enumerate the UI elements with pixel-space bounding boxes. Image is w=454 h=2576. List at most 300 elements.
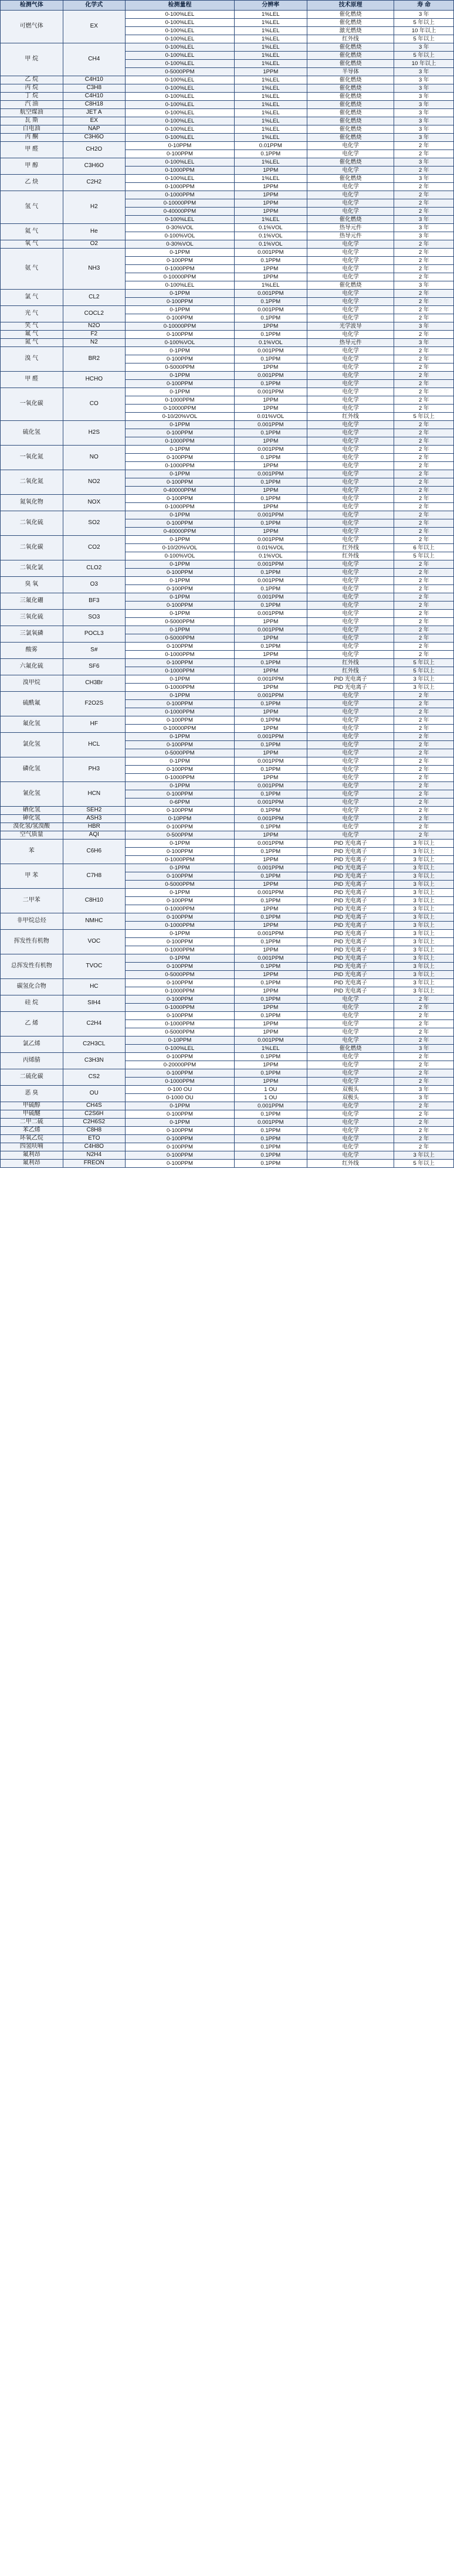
cell-resolution: 0.001PPM: [234, 511, 307, 519]
cell-resolution: 0.1PPM: [234, 495, 307, 503]
cell-lifetime: 2 年: [394, 790, 454, 798]
cell-lifetime: 2 年: [394, 298, 454, 306]
cell-technology: 电化学: [307, 733, 394, 741]
cell-resolution: 0.1PPM: [234, 823, 307, 831]
cell-range: 0-100PPM: [126, 766, 235, 774]
cell-technology: 催化燃烧: [307, 60, 394, 68]
cell-range: 0-100PPM: [126, 897, 235, 905]
cell-lifetime: 2 年: [394, 1135, 454, 1143]
cell-formula: C3H8: [63, 84, 126, 93]
cell-formula: C2H4: [63, 1012, 126, 1036]
cell-technology: 电化学: [307, 1127, 394, 1135]
cell-resolution: 0.01PPM: [234, 142, 307, 150]
cell-technology: 红外线: [307, 1160, 394, 1168]
cell-range: 0-100PPM: [126, 1053, 235, 1061]
cell-lifetime: 2 年: [394, 995, 454, 1004]
cell-gas-name: 氯化氢: [1, 733, 63, 757]
cell-resolution: 1PPM: [234, 1028, 307, 1036]
cell-gas-name: 氰化氢: [1, 782, 63, 807]
header-range: 检测量程: [126, 1, 235, 11]
cell-gas-name: 氟利昂: [1, 1151, 63, 1160]
cell-resolution: 0.1PPM: [234, 872, 307, 881]
cell-lifetime: 3 年: [394, 125, 454, 134]
table-row: [1, 142, 454, 150]
cell-lifetime: 2 年: [394, 478, 454, 487]
cell-gas-name: 乙 烷: [1, 76, 63, 84]
cell-gas-name: 硅 烷: [1, 995, 63, 1012]
cell-resolution: 1%LEL: [234, 19, 307, 27]
cell-resolution: 0.001PPM: [234, 815, 307, 823]
cell-lifetime: 2 年: [394, 142, 454, 150]
cell-formula: H2: [63, 191, 126, 224]
cell-range: 0-100PPM: [126, 257, 235, 265]
cell-lifetime: 2 年: [394, 749, 454, 757]
cell-technology: 电化学: [307, 199, 394, 208]
cell-technology: 电化学: [307, 725, 394, 733]
cell-technology: 电化学: [307, 577, 394, 585]
header-formula: 化学式: [63, 1, 126, 11]
cell-lifetime: 5 年以上: [394, 659, 454, 667]
table-row: [1, 782, 454, 790]
cell-range: 0-100PPM: [126, 478, 235, 487]
cell-technology: PID 光电离子: [307, 963, 394, 971]
cell-range: 0-100%LEL: [126, 43, 235, 52]
cell-technology: 电化学: [307, 166, 394, 175]
cell-range: 0-100PPM: [126, 872, 235, 881]
cell-formula: PH3: [63, 757, 126, 782]
cell-formula: He: [63, 224, 126, 240]
cell-lifetime: 2 年: [394, 388, 454, 396]
cell-technology: 电化学: [307, 1012, 394, 1020]
cell-technology: PID 光电离子: [307, 684, 394, 692]
cell-resolution: 0.1%VOL: [234, 552, 307, 560]
cell-lifetime: 3 年: [394, 109, 454, 117]
cell-technology: 电化学: [307, 257, 394, 265]
cell-resolution: 0.001PPM: [234, 930, 307, 938]
cell-technology: 红外线: [307, 667, 394, 675]
cell-range: 0-100PPM: [126, 716, 235, 725]
cell-lifetime: 2 年: [394, 700, 454, 708]
table-row: [1, 240, 454, 249]
cell-formula: SF6: [63, 659, 126, 675]
cell-range: 0-1PPM: [126, 1102, 235, 1110]
cell-resolution: 0.1PPM: [234, 700, 307, 708]
gas-spec-table: [0, 0, 454, 1168]
cell-resolution: 0.1PPM: [234, 807, 307, 815]
cell-resolution: 1PPM: [234, 946, 307, 954]
cell-resolution: 1PPM: [234, 905, 307, 913]
table-row: [1, 191, 454, 199]
cell-lifetime: 3 年: [394, 11, 454, 19]
cell-resolution: 0.001PPM: [234, 610, 307, 618]
cell-formula: HCN: [63, 782, 126, 807]
table-row: [1, 1069, 454, 1078]
cell-gas-name: 一氧化氮: [1, 446, 63, 470]
cell-resolution: 0.1PPM: [234, 429, 307, 437]
cell-lifetime: 3 年: [394, 76, 454, 84]
cell-technology: PID 光电离子: [307, 840, 394, 848]
cell-lifetime: 2 年: [394, 1110, 454, 1119]
table-row: [1, 11, 454, 19]
cell-range: 0-100PPM: [126, 1127, 235, 1135]
cell-resolution: 0.001PPM: [234, 470, 307, 478]
cell-lifetime: 3 年: [394, 175, 454, 183]
cell-range: 0-10000PPM: [126, 405, 235, 413]
cell-lifetime: 2 年: [394, 774, 454, 782]
cell-resolution: 0.001PPM: [234, 733, 307, 741]
cell-technology: 电化学: [307, 306, 394, 314]
cell-range: 0-100PPM: [126, 1151, 235, 1160]
cell-lifetime: 3 年以上: [394, 905, 454, 913]
cell-technology: 电化学: [307, 1036, 394, 1045]
cell-resolution: 0.1PPM: [234, 938, 307, 946]
cell-technology: 电化学: [307, 1135, 394, 1143]
cell-range: 0-100%LEL: [126, 109, 235, 117]
cell-range: 0-100PPM: [126, 848, 235, 856]
cell-lifetime: 2 年: [394, 569, 454, 577]
cell-gas-name: 恶 臭: [1, 1086, 63, 1102]
cell-range: 0-100%VOL: [126, 339, 235, 347]
cell-gas-name: 丙 酮: [1, 134, 63, 142]
cell-range: 0-100PPM: [126, 659, 235, 667]
cell-lifetime: 2 年: [394, 437, 454, 446]
cell-resolution: 1PPM: [234, 684, 307, 692]
cell-resolution: 0.1PPM: [234, 601, 307, 610]
table-row: [1, 577, 454, 585]
cell-range: 0-100PPM: [126, 643, 235, 651]
cell-range: 0-100PPM: [126, 601, 235, 610]
cell-range: 0-100%LEL: [126, 134, 235, 142]
cell-lifetime: 3 年以上: [394, 897, 454, 905]
cell-technology: 电化学: [307, 478, 394, 487]
cell-resolution: 1PPM: [234, 987, 307, 995]
cell-range: 0-100PPM: [126, 150, 235, 158]
cell-range: 0-100%LEL: [126, 175, 235, 183]
cell-resolution: 1%LEL: [234, 109, 307, 117]
cell-technology: 电化学: [307, 1028, 394, 1036]
cell-gas-name: 氨 气: [1, 249, 63, 290]
cell-gas-name: 丙 烷: [1, 84, 63, 93]
cell-technology: 催化燃烧: [307, 101, 394, 109]
cell-technology: 催化燃烧: [307, 43, 394, 52]
cell-technology: 电化学: [307, 716, 394, 725]
cell-lifetime: 3 年: [394, 1094, 454, 1102]
cell-lifetime: 2 年: [394, 1127, 454, 1135]
cell-lifetime: 2 年: [394, 396, 454, 405]
cell-technology: PID 光电离子: [307, 930, 394, 938]
cell-technology: 电化学: [307, 454, 394, 462]
cell-lifetime: 3 年: [394, 68, 454, 76]
table-row: [1, 1160, 454, 1168]
cell-resolution: 1%LEL: [234, 134, 307, 142]
cell-technology: 催化燃烧: [307, 158, 394, 166]
cell-resolution: 0.1PPM: [234, 659, 307, 667]
cell-resolution: 0.1PPM: [234, 257, 307, 265]
cell-range: 0-100PPM: [126, 1110, 235, 1119]
cell-formula: BR2: [63, 347, 126, 372]
cell-resolution: 1%LEL: [234, 52, 307, 60]
cell-resolution: 0.001PPM: [234, 577, 307, 585]
cell-gas-name: 磷化氢: [1, 757, 63, 782]
cell-lifetime: 2 年: [394, 1102, 454, 1110]
cell-lifetime: 3 年: [394, 43, 454, 52]
cell-resolution: 1PPM: [234, 437, 307, 446]
cell-lifetime: 3 年: [394, 1086, 454, 1094]
cell-lifetime: 2 年: [394, 725, 454, 733]
cell-range: 0-100%LEL: [126, 52, 235, 60]
table-row: [1, 831, 454, 840]
cell-gas-name: 瓦 斯: [1, 117, 63, 125]
cell-resolution: 1PPM: [234, 881, 307, 889]
cell-resolution: 0.1PPM: [234, 995, 307, 1004]
cell-formula: NH3: [63, 249, 126, 290]
cell-resolution: 1PPM: [234, 1004, 307, 1012]
cell-resolution: 0.1PPM: [234, 979, 307, 987]
cell-formula: NAP: [63, 125, 126, 134]
cell-lifetime: 2 年: [394, 577, 454, 585]
cell-lifetime: 2 年: [394, 421, 454, 429]
cell-gas-name: 光 气: [1, 306, 63, 322]
cell-range: 0-1PPM: [126, 610, 235, 618]
cell-formula: C8H18: [63, 101, 126, 109]
table-row: [1, 84, 454, 93]
cell-resolution: 1PPM: [234, 265, 307, 273]
cell-gas-name: 氧 气: [1, 240, 63, 249]
cell-range: 0-100PPM: [126, 314, 235, 322]
cell-resolution: 0.001PPM: [234, 536, 307, 544]
cell-resolution: 0.001PPM: [234, 388, 307, 396]
cell-lifetime: 2 年: [394, 405, 454, 413]
cell-gas-name: 二氧化氯: [1, 560, 63, 577]
cell-technology: 电化学: [307, 388, 394, 396]
cell-range: 0-100%LEL: [126, 117, 235, 125]
cell-resolution: 0.001PPM: [234, 560, 307, 569]
cell-technology: 红外线: [307, 413, 394, 421]
cell-range: 0-10/20%VOL: [126, 544, 235, 552]
cell-range: 0-10/20%VOL: [126, 413, 235, 421]
cell-technology: 半导体: [307, 68, 394, 76]
cell-resolution: 1%LEL: [234, 84, 307, 93]
cell-technology: 电化学: [307, 208, 394, 216]
cell-gas-name: 笑 气: [1, 322, 63, 331]
cell-lifetime: 3 年: [394, 224, 454, 232]
cell-lifetime: 10 年以上: [394, 60, 454, 68]
cell-formula: NMHC: [63, 913, 126, 930]
cell-lifetime: 2 年: [394, 807, 454, 815]
cell-technology: 电化学: [307, 495, 394, 503]
cell-formula: HF: [63, 716, 126, 733]
cell-resolution: 0.001PPM: [234, 249, 307, 257]
cell-range: 0-100%LEL: [126, 27, 235, 35]
cell-gas-name: 二硫化碳: [1, 1069, 63, 1086]
cell-technology: 电化学: [307, 831, 394, 840]
cell-range: 0-500PPM: [126, 831, 235, 840]
cell-technology: 电化学: [307, 601, 394, 610]
cell-technology: 电化学: [307, 273, 394, 281]
table-row: [1, 1151, 454, 1160]
cell-resolution: 1PPM: [234, 68, 307, 76]
cell-gas-name: 四氢呋喃: [1, 1143, 63, 1151]
table-row: [1, 675, 454, 684]
table-row: [1, 109, 454, 117]
cell-resolution: 0.001PPM: [234, 1036, 307, 1045]
table-row: [1, 560, 454, 569]
cell-range: 0-1000PPM: [126, 1078, 235, 1086]
cell-resolution: 1PPM: [234, 503, 307, 511]
cell-range: 0-1PPM: [126, 511, 235, 519]
cell-gas-name: 氟利昂: [1, 1160, 63, 1168]
cell-technology: 电化学: [307, 790, 394, 798]
cell-technology: 电化学: [307, 421, 394, 429]
cell-lifetime: 2 年: [394, 1143, 454, 1151]
table-row: [1, 175, 454, 183]
cell-technology: 电化学: [307, 708, 394, 716]
cell-resolution: 0.1PPM: [234, 454, 307, 462]
cell-technology: 电化学: [307, 782, 394, 790]
cell-technology: 电化学: [307, 314, 394, 322]
cell-lifetime: 2 年: [394, 626, 454, 634]
cell-lifetime: 2 年: [394, 593, 454, 601]
table-header-row: [1, 1, 454, 11]
cell-technology: PID 光电离子: [307, 946, 394, 954]
cell-range: 0-1PPM: [126, 421, 235, 429]
cell-lifetime: 3 年以上: [394, 840, 454, 848]
cell-technology: 热导元件: [307, 224, 394, 232]
cell-lifetime: 2 年: [394, 692, 454, 700]
cell-lifetime: 2 年: [394, 733, 454, 741]
cell-resolution: 0.1PPM: [234, 741, 307, 749]
cell-range: 0-1000PPM: [126, 396, 235, 405]
cell-technology: 电化学: [307, 560, 394, 569]
cell-lifetime: 5 年以上: [394, 413, 454, 421]
table-row: [1, 1012, 454, 1020]
cell-range: 0-1PPM: [126, 733, 235, 741]
cell-technology: 电化学: [307, 396, 394, 405]
cell-technology: 电化学: [307, 487, 394, 495]
cell-range: 0-100%LEL: [126, 19, 235, 27]
cell-gas-name: 氮氧化物: [1, 495, 63, 511]
cell-lifetime: 2 年: [394, 798, 454, 807]
cell-resolution: 0.1PPM: [234, 331, 307, 339]
table-row: [1, 290, 454, 298]
cell-resolution: 1 OU: [234, 1094, 307, 1102]
cell-range: 0-5000PPM: [126, 363, 235, 372]
cell-lifetime: 2 年: [394, 199, 454, 208]
cell-range: 0-100PPM: [126, 454, 235, 462]
cell-range: 0-10000PPM: [126, 725, 235, 733]
cell-resolution: 0.001PPM: [234, 290, 307, 298]
cell-range: 0-100%LEL: [126, 281, 235, 290]
table-row: [1, 889, 454, 897]
table-row: [1, 1110, 454, 1119]
cell-resolution: 0.1PPM: [234, 1110, 307, 1119]
cell-range: 0-100PPM: [126, 1135, 235, 1143]
cell-resolution: 0.001PPM: [234, 306, 307, 314]
cell-gas-name: 硫化氢: [1, 421, 63, 446]
cell-resolution: 0.1PPM: [234, 848, 307, 856]
cell-range: 0-1PPM: [126, 593, 235, 601]
cell-gas-name: 非甲烷总烃: [1, 913, 63, 930]
table-row: [1, 125, 454, 134]
cell-technology: 电化学: [307, 1102, 394, 1110]
cell-lifetime: 3 年: [394, 281, 454, 290]
cell-resolution: 1%LEL: [234, 35, 307, 43]
cell-technology: 催化燃烧: [307, 125, 394, 134]
table-row: [1, 224, 454, 232]
cell-formula: S#: [63, 643, 126, 659]
cell-gas-name: 三氯氧磷: [1, 626, 63, 643]
cell-resolution: 0.001PPM: [234, 1102, 307, 1110]
header-technology: 技术原理: [307, 1, 394, 11]
cell-lifetime: 5 年以上: [394, 1160, 454, 1168]
cell-lifetime: 2 年: [394, 815, 454, 823]
table-row: [1, 757, 454, 766]
cell-range: 0-1PPM: [126, 372, 235, 380]
cell-technology: 电化学: [307, 363, 394, 372]
cell-resolution: 1%LEL: [234, 76, 307, 84]
cell-range: 0-100 OU: [126, 1086, 235, 1094]
table-row: [1, 470, 454, 478]
cell-range: 0-1PPM: [126, 692, 235, 700]
cell-formula: F2: [63, 331, 126, 339]
cell-technology: 电化学: [307, 142, 394, 150]
cell-range: 0-1PPM: [126, 577, 235, 585]
table-row: [1, 954, 454, 963]
cell-formula: CH2O: [63, 142, 126, 158]
cell-lifetime: 2 年: [394, 601, 454, 610]
cell-lifetime: 3 年: [394, 101, 454, 109]
cell-technology: 催化燃烧: [307, 19, 394, 27]
cell-technology: PID 光电离子: [307, 897, 394, 905]
cell-lifetime: 2 年: [394, 257, 454, 265]
cell-formula: VOC: [63, 930, 126, 954]
table-row: [1, 995, 454, 1004]
cell-resolution: 0.001PPM: [234, 1119, 307, 1127]
cell-range: 0-100PPM: [126, 519, 235, 528]
cell-technology: 电化学: [307, 1143, 394, 1151]
cell-technology: 电化学: [307, 380, 394, 388]
cell-resolution: 0.001PPM: [234, 593, 307, 601]
cell-range: 0-100%LEL: [126, 216, 235, 224]
cell-range: 0-1000PPM: [126, 462, 235, 470]
cell-formula: CS2: [63, 1069, 126, 1086]
cell-formula: POCL3: [63, 626, 126, 643]
cell-gas-name: 硒化氢: [1, 807, 63, 815]
table-row: [1, 158, 454, 166]
cell-resolution: 0.1PPM: [234, 913, 307, 922]
cell-technology: 催化燃烧: [307, 76, 394, 84]
cell-technology: 红外线: [307, 544, 394, 552]
cell-lifetime: 2 年: [394, 306, 454, 314]
cell-resolution: 0.1PPM: [234, 1143, 307, 1151]
cell-technology: 电化学: [307, 626, 394, 634]
cell-range: 0-10000PPM: [126, 273, 235, 281]
cell-gas-name: 苯: [1, 840, 63, 864]
cell-gas-name: 甲 醇: [1, 158, 63, 175]
table-row: [1, 626, 454, 634]
cell-lifetime: 2 年: [394, 1119, 454, 1127]
cell-technology: 电化学: [307, 437, 394, 446]
cell-lifetime: 5 年以上: [394, 52, 454, 60]
cell-technology: 电化学: [307, 519, 394, 528]
cell-formula: CL2: [63, 290, 126, 306]
cell-lifetime: 2 年: [394, 1036, 454, 1045]
cell-lifetime: 2 年: [394, 191, 454, 199]
header-gas-name: 检测气体: [1, 1, 63, 11]
cell-resolution: 0.001PPM: [234, 692, 307, 700]
cell-range: 0-1000PPM: [126, 191, 235, 199]
cell-lifetime: 3 年以上: [394, 954, 454, 963]
